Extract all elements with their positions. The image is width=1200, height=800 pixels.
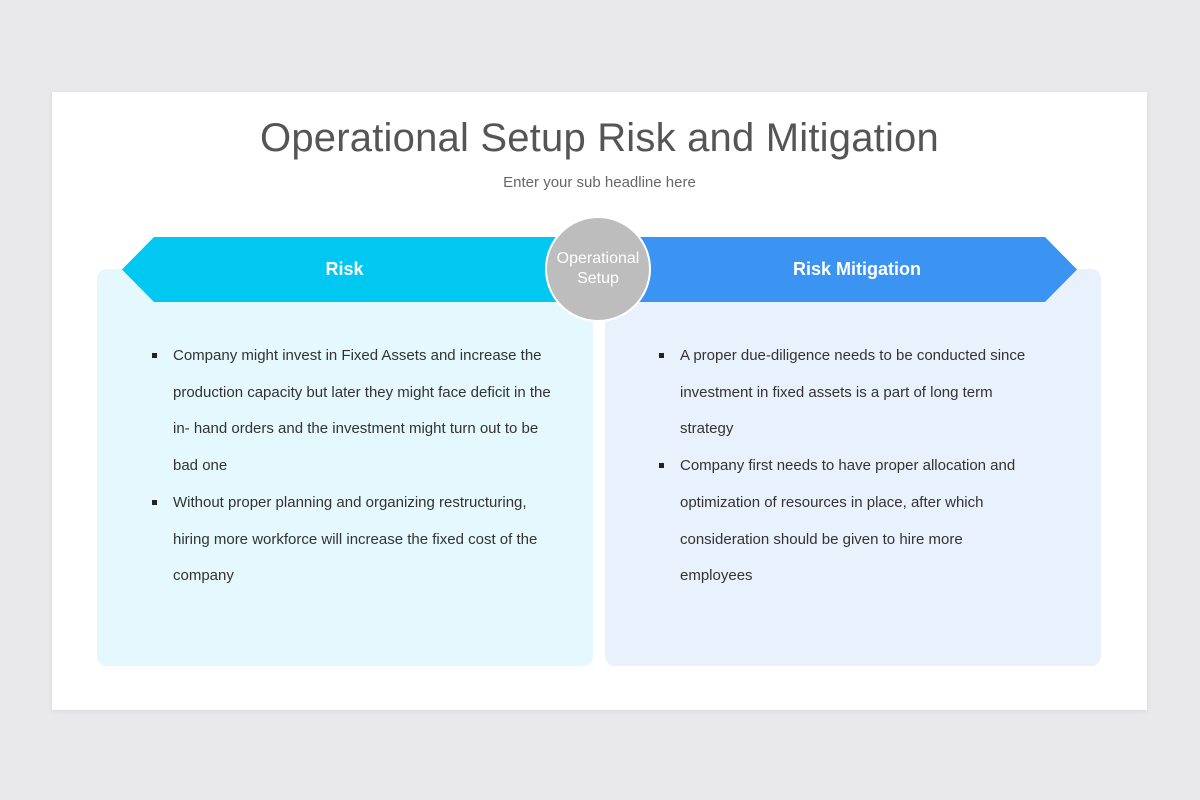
bullet-icon — [659, 463, 664, 468]
risk-item-text: Company might invest in Fixed Assets and increase the production capacity but later they might face deficit in the in- hand orders and the investment might turn out to be bad one — [173, 347, 551, 475]
risk-heading: Risk — [325, 259, 364, 279]
risk-list — [152, 338, 552, 595]
operational-setup-circle — [545, 216, 651, 322]
slide-title: Operational Setup Risk and Mitigation — [260, 116, 939, 160]
list-item — [152, 485, 552, 595]
mitigation-heading: Risk Mitigation — [792, 259, 921, 279]
list-item — [659, 448, 1029, 595]
risk-banner — [122, 237, 562, 302]
mitigation-item-text: A proper due-diligence needs to be conducted since investment in fixed assets is a part of long term strategy — [680, 347, 1026, 438]
slide-subtitle: Enter your sub headline here — [503, 174, 696, 191]
list-item — [152, 338, 552, 485]
bullet-icon — [152, 353, 157, 358]
mitigation-list — [659, 338, 1029, 595]
mitigation-banner — [637, 237, 1077, 302]
operational-setup-label: Operational Setup — [556, 250, 640, 287]
slide — [52, 92, 1147, 710]
risk-item-text: Without proper planning and organizing restructuring, hiring more workforce will increase the fixed cost of the company — [173, 493, 538, 585]
bullet-icon — [152, 500, 157, 505]
list-item — [659, 338, 1029, 448]
mitigation-item-text: Company first needs to have proper allocation and optimization of resources in place, after which consideration should be given to hire more employees — [680, 457, 1016, 585]
bullet-icon — [659, 353, 664, 358]
